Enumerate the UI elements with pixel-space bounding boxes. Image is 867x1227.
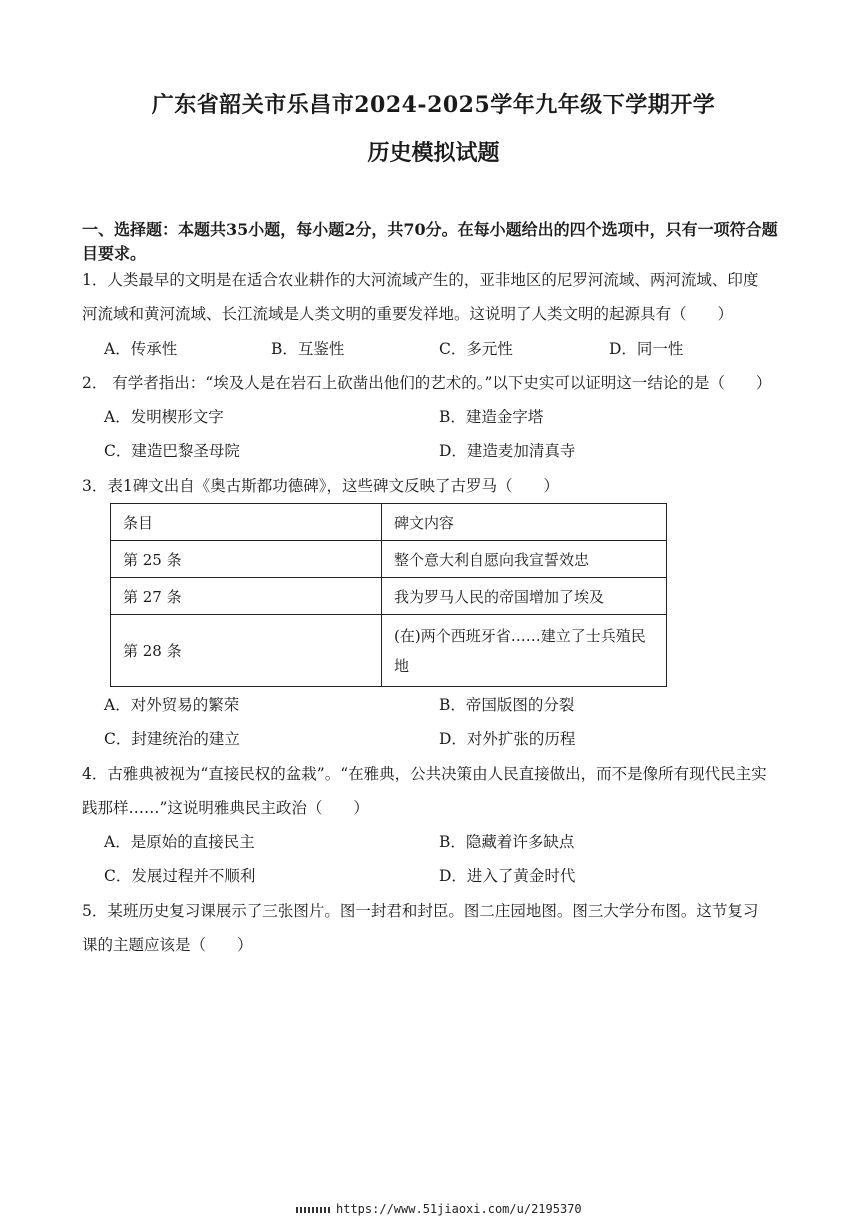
option-b: B．建造金字塔 xyxy=(439,408,544,426)
option-a: A．是原始的直接民主 xyxy=(104,833,255,851)
option-b: B．帝国版图的分裂 xyxy=(439,696,575,714)
option-c: C．多元性 xyxy=(439,340,513,358)
table-row xyxy=(111,578,667,615)
question-4-options-row1 xyxy=(104,825,794,859)
question-5-stem-line2: 课的主题应该是（ ） xyxy=(82,936,253,954)
section-heading: 一、选择题：本题共35小题，每小题2分，共70分。在每小题给出的四个选项中，只有一项符合题目要求。 xyxy=(82,220,778,263)
option-b: B．隐藏着许多缺点 xyxy=(439,833,575,851)
watermark-glyphs-icon xyxy=(296,1207,330,1213)
question-3-options-row1 xyxy=(104,688,794,722)
table-cell-text: (在)两个西班牙省……建立了士兵殖民地 xyxy=(394,626,646,675)
footer-url[interactable]: https://www.51jiaoxi.com/u/2195370 xyxy=(336,1202,582,1216)
option-a: A．传承性 xyxy=(104,340,178,358)
question-3-options-row2 xyxy=(104,722,794,756)
question-1-stem-line1: 1．人类最早的文明是在适合农业耕作的大河流域产生的，亚非地区的尼罗河流域、两河流域、印度 xyxy=(82,271,759,289)
question-4-options-row2 xyxy=(104,859,794,893)
question-2-options-row1 xyxy=(104,400,794,434)
option-b: B．互鉴性 xyxy=(271,340,345,358)
option-d: D．建造麦加清真寺 xyxy=(439,442,576,460)
table-cell: 我为罗马人民的帝国增加了埃及 xyxy=(382,578,667,615)
footer-watermark xyxy=(296,1202,582,1216)
inscription-table xyxy=(110,503,667,687)
option-c: C．建造巴黎圣母院 xyxy=(104,442,240,460)
question-2-options-row2 xyxy=(104,434,794,468)
option-a: A．对外贸易的繁荣 xyxy=(104,696,240,714)
option-d: D．进入了黄金时代 xyxy=(439,867,576,885)
document-title: 广东省韶关市乐昌市2024-2025学年九年级下学期开学 xyxy=(151,92,716,118)
option-d: D．同一性 xyxy=(609,340,684,358)
question-1-options xyxy=(104,332,794,366)
question-1-stem-line2: 河流域和黄河流域、长江流域是人类文明的重要发祥地。这说明了人类文明的起源具有（ ） xyxy=(82,305,734,323)
table-header-cell: 碑文内容 xyxy=(382,504,667,541)
table-header-cell: 条目 xyxy=(111,504,382,541)
question-4-stem-line2: 践那样……”这说明雅典民主政治（ ） xyxy=(82,799,369,817)
table-cell: 第 27 条 xyxy=(111,578,382,615)
table-cell: 第 28 条 xyxy=(111,615,382,687)
option-c: C．封建统治的建立 xyxy=(104,730,240,748)
table-row xyxy=(111,615,667,687)
option-a: A．发明楔形文字 xyxy=(104,408,224,426)
question-4-stem-line1: 4．古雅典被视为“直接民权的盆栽”。“在雅典，公共决策由人民直接做出，而不是像所有现代民主实 xyxy=(82,765,767,783)
question-3-stem-line1: 3．表1碑文出自《奥古斯都功德碑》，这些碑文反映了古罗马（ ） xyxy=(82,477,559,495)
option-d: D．对外扩张的历程 xyxy=(439,730,576,748)
table-cell xyxy=(382,615,667,687)
table-cell: 整个意大利自愿向我宣誓效忠 xyxy=(382,541,667,578)
document-subtitle: 历史模拟试题 xyxy=(367,140,500,166)
option-c: C．发展过程并不顺利 xyxy=(104,867,256,885)
table-header-row xyxy=(111,504,667,541)
table-row xyxy=(111,541,667,578)
question-2-stem-line1: 2． 有学者指出：“埃及人是在岩石上砍凿出他们的艺术的。”以下史实可以证明这一结论的是（ ） xyxy=(82,374,772,392)
table-cell: 第 25 条 xyxy=(111,541,382,578)
question-5-stem-line1: 5．某班历史复习课展示了三张图片。图一封君和封臣。图二庄园地图。图三大学分布图。这节复习 xyxy=(82,902,759,920)
